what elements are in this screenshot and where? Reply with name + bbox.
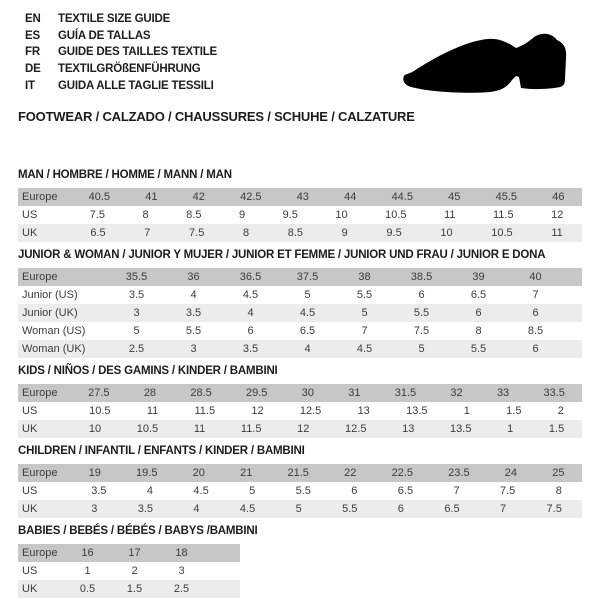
table-row [18, 304, 582, 322]
size-cell: 45.5 [495, 191, 518, 203]
size-cell: 19.5 [136, 467, 158, 479]
size-cell: 5 [418, 343, 425, 355]
size-cell: 10.5 [385, 209, 407, 221]
size-cell: 1.5 [126, 583, 143, 595]
size-cell: 16 [81, 547, 94, 559]
size-cell: 5 [133, 325, 140, 337]
size-cell: 7.5 [89, 209, 106, 221]
table-row [18, 562, 240, 580]
row-label: UK [22, 503, 38, 515]
size-cell: 21 [240, 467, 253, 479]
size-cell: 7 [361, 325, 368, 337]
size-table [18, 384, 582, 438]
size-cell: 3.5 [242, 343, 259, 355]
size-cell: 40 [529, 271, 542, 283]
size-cell: 24 [504, 467, 518, 479]
size-cell: 10.5 [89, 405, 111, 417]
size-cell: 6 [418, 289, 425, 301]
size-cell: 4.5 [356, 343, 373, 355]
language-code: EN [25, 13, 41, 26]
size-cell: 11.5 [492, 209, 514, 221]
size-cell: 11.5 [240, 423, 262, 435]
size-cell: 8.5 [527, 325, 544, 337]
table-row [18, 206, 582, 224]
size-cell: 31 [348, 387, 361, 399]
size-cell: 5 [249, 485, 256, 497]
size-cell: 31.5 [394, 387, 417, 399]
size-section-kids [18, 365, 582, 438]
size-cell: 4 [146, 485, 153, 497]
size-cell: 11.5 [194, 405, 216, 417]
row-label: Europe [22, 191, 58, 203]
size-cell: 28.5 [190, 387, 212, 399]
language-row [25, 11, 217, 28]
size-cell: 6 [397, 503, 404, 515]
size-cell: 4 [193, 503, 200, 515]
size-cell: 33.5 [543, 387, 565, 399]
size-cell: 9.5 [386, 227, 402, 239]
size-cell: 4.5 [239, 503, 256, 515]
size-cell: 3.5 [137, 503, 153, 515]
size-cell: 23.5 [448, 467, 470, 479]
language-row [25, 44, 217, 61]
size-cell: 7.5 [413, 325, 430, 337]
table-row [18, 384, 582, 402]
table-row [18, 580, 240, 598]
size-cell: 10 [335, 209, 348, 221]
language-label: GUÍA DE TALLAS [58, 29, 151, 42]
size-table [18, 188, 582, 242]
size-cell: 30 [301, 387, 314, 399]
table-row [18, 402, 582, 420]
size-cell: 4 [247, 307, 254, 319]
size-cell: 7 [144, 227, 151, 239]
row-label: Europe [22, 547, 58, 559]
row-label: UK [22, 227, 38, 239]
size-cell: 1 [84, 565, 91, 577]
size-cell: 17 [128, 547, 141, 559]
size-cell: 2 [557, 405, 564, 417]
size-cell: 32 [450, 387, 463, 399]
size-cell: 13 [357, 405, 370, 417]
language-row [25, 61, 217, 78]
size-section-babies [18, 525, 582, 598]
size-cell: 20 [192, 467, 205, 479]
size-cell: 6 [247, 325, 254, 337]
size-cell: 5 [304, 289, 311, 301]
size-cell: 13 [402, 423, 415, 435]
size-cell: 1 [463, 405, 470, 417]
size-cell: 45 [448, 191, 461, 203]
size-cell: 12.5 [345, 423, 367, 435]
table-title: KIDS / NIÑOS / DES GAMINS / KINDER / BAMBINI [18, 365, 278, 377]
size-cell: 8.5 [186, 209, 202, 221]
row-label: Woman (US) [22, 325, 86, 337]
size-cell: 12 [297, 423, 310, 435]
size-cell: 11 [444, 209, 456, 221]
size-cell: 38.5 [410, 271, 433, 283]
size-cell: 11 [146, 405, 159, 417]
table-row [18, 188, 582, 206]
row-label: UK [22, 423, 38, 435]
size-cell: 25 [552, 467, 565, 479]
size-cell: 21.5 [287, 467, 309, 479]
row-label: Europe [22, 467, 58, 479]
language-code: ES [25, 29, 40, 42]
size-cell: 22.5 [391, 467, 413, 479]
category-line: FOOTWEAR / CALZADO / CHAUSSURES / SCHUHE / CALZATURE [18, 109, 415, 124]
size-cell: 10 [88, 423, 102, 435]
size-cell: 9 [341, 227, 348, 239]
size-cell: 8 [555, 485, 562, 497]
size-cell: 44 [344, 191, 357, 203]
size-cell: 19 [88, 467, 101, 479]
size-cell: 8 [242, 227, 250, 239]
language-legend [25, 11, 217, 94]
language-row [25, 28, 217, 45]
size-cell: 6.5 [397, 485, 414, 497]
row-label: Europe [22, 271, 58, 283]
size-cell: 43 [296, 191, 309, 203]
size-cell: 42 [192, 191, 205, 203]
size-cell: 7 [532, 289, 539, 301]
size-cell: 35.5 [125, 271, 148, 283]
shoe-icon [402, 30, 570, 94]
language-label: GUIDA ALLE TAGLIE TESSILI [58, 79, 214, 92]
size-cell: 4.5 [193, 485, 209, 497]
table-row [18, 482, 582, 500]
table-row [18, 268, 582, 286]
table-row [18, 464, 582, 482]
size-cell: 6 [351, 485, 358, 497]
size-cell: 3 [133, 307, 140, 319]
size-cell: 3 [91, 503, 98, 515]
size-cell: 7 [453, 485, 460, 497]
size-cell: 27.5 [88, 387, 110, 399]
size-cell: 12 [551, 209, 564, 221]
language-row [25, 77, 217, 94]
size-cell: 9.5 [282, 209, 298, 221]
table-title: BABIES / BEBÉS / BÉBÉS / BABYS /BAMBINI [18, 525, 258, 537]
size-table [18, 464, 582, 518]
size-cell: 3.5 [185, 307, 202, 319]
size-cell: 6 [532, 343, 539, 355]
size-cell: 33 [496, 387, 510, 399]
size-cell: 36.5 [239, 271, 262, 283]
size-cell: 3 [178, 565, 185, 577]
size-cell: 9 [238, 209, 246, 221]
size-cell: 22 [344, 467, 357, 479]
row-label: Woman (UK) [22, 343, 86, 355]
size-cell: 41 [145, 191, 158, 203]
language-code: DE [25, 63, 41, 76]
table-title: JUNIOR & WOMAN / JUNIOR Y MUJER / JUNIOR ET FEMME / JUNIOR UND FRAU / JUNIOR E DONA [18, 249, 546, 261]
size-cell: 8.5 [287, 227, 304, 239]
size-cell: 2.5 [173, 583, 190, 595]
size-section-junior-woman [18, 249, 582, 358]
size-cell: 10.5 [136, 423, 159, 435]
size-cell: 5 [361, 307, 368, 319]
size-cell: 5.5 [356, 289, 373, 301]
row-label: US [22, 405, 38, 417]
size-cell: 4.5 [299, 307, 316, 319]
size-cell: 7.5 [546, 503, 562, 515]
size-section-man [18, 169, 582, 242]
row-label: Europe [22, 387, 58, 399]
table-row [18, 224, 582, 242]
table-row [18, 420, 582, 438]
size-cell: 6.5 [444, 503, 460, 515]
size-section-children [18, 445, 582, 518]
table-row [18, 286, 582, 304]
size-cell: 18 [175, 547, 188, 559]
size-table [18, 268, 582, 358]
row-label: US [22, 485, 38, 497]
row-label: UK [22, 583, 38, 595]
size-cell: 6.5 [299, 325, 316, 337]
size-tables [18, 169, 582, 605]
size-cell: 10.5 [491, 227, 513, 239]
size-cell: 3 [190, 343, 197, 355]
row-label: Junior (UK) [22, 307, 78, 319]
size-cell: 3.5 [91, 485, 107, 497]
shoe-silhouette-path [403, 34, 566, 93]
size-table [18, 544, 240, 598]
language-label: TEXTILGRÖßENFÜHRUNG [58, 63, 201, 76]
table-row [18, 544, 240, 562]
size-cell: 6.5 [90, 227, 106, 239]
size-cell: 1.5 [506, 405, 522, 417]
size-cell: 44.5 [391, 191, 413, 203]
row-label: US [22, 209, 38, 221]
size-cell: 7 [500, 503, 507, 515]
size-cell: 7.5 [189, 227, 205, 239]
size-cell: 0.5 [79, 583, 96, 595]
size-cell: 8 [142, 209, 149, 221]
language-code: IT [25, 79, 35, 92]
size-cell: 13.5 [406, 405, 428, 417]
size-cell: 6.5 [470, 289, 487, 301]
size-cell: 37.5 [296, 271, 319, 283]
size-cell: 38 [358, 271, 371, 283]
size-cell: 5.5 [470, 343, 487, 355]
language-label: TEXTILE SIZE GUIDE [58, 13, 171, 26]
size-cell: 7.5 [500, 485, 516, 497]
size-cell: 5 [295, 503, 302, 515]
size-cell: 6 [532, 307, 539, 319]
size-cell: 2.5 [128, 343, 145, 355]
row-label: Junior (US) [22, 289, 78, 301]
size-cell: 12 [251, 405, 264, 417]
size-cell: 13.5 [450, 423, 472, 435]
size-cell: 11 [551, 227, 563, 239]
size-cell: 3.5 [128, 289, 145, 301]
size-cell: 1 [507, 423, 514, 435]
size-cell: 4.5 [242, 289, 259, 301]
size-cell: 5.5 [185, 325, 202, 337]
table-row [18, 500, 582, 518]
size-cell: 28 [143, 387, 157, 399]
size-cell: 1.5 [548, 423, 565, 435]
size-cell: 4 [304, 343, 311, 355]
size-cell: 10 [440, 227, 453, 239]
table-title: CHILDREN / INFANTIL / ENFANTS / KINDER / BAMBINI [18, 445, 305, 457]
table-row [18, 340, 582, 358]
size-cell: 39 [472, 271, 485, 283]
size-cell: 12.5 [299, 405, 322, 417]
size-cell: 2 [131, 565, 138, 577]
size-cell: 42.5 [240, 191, 262, 203]
language-code: FR [25, 46, 40, 59]
size-cell: 40.5 [88, 191, 111, 203]
size-cell: 36 [187, 271, 200, 283]
size-cell: 11 [193, 423, 206, 435]
size-cell: 46 [552, 191, 565, 203]
row-label: US [22, 565, 38, 577]
size-cell: 4 [190, 289, 197, 301]
size-cell: 5.5 [413, 307, 430, 319]
table-title: MAN / HOMBRE / HOMME / MANN / MAN [18, 169, 232, 181]
language-label: GUIDE DES TAILLES TEXTILE [58, 46, 217, 59]
size-cell: 6 [475, 307, 482, 319]
size-cell: 5.5 [342, 503, 358, 515]
size-cell: 5.5 [295, 485, 311, 497]
size-cell: 8 [475, 325, 482, 337]
size-cell: 29.5 [246, 387, 268, 399]
table-row [18, 322, 582, 340]
